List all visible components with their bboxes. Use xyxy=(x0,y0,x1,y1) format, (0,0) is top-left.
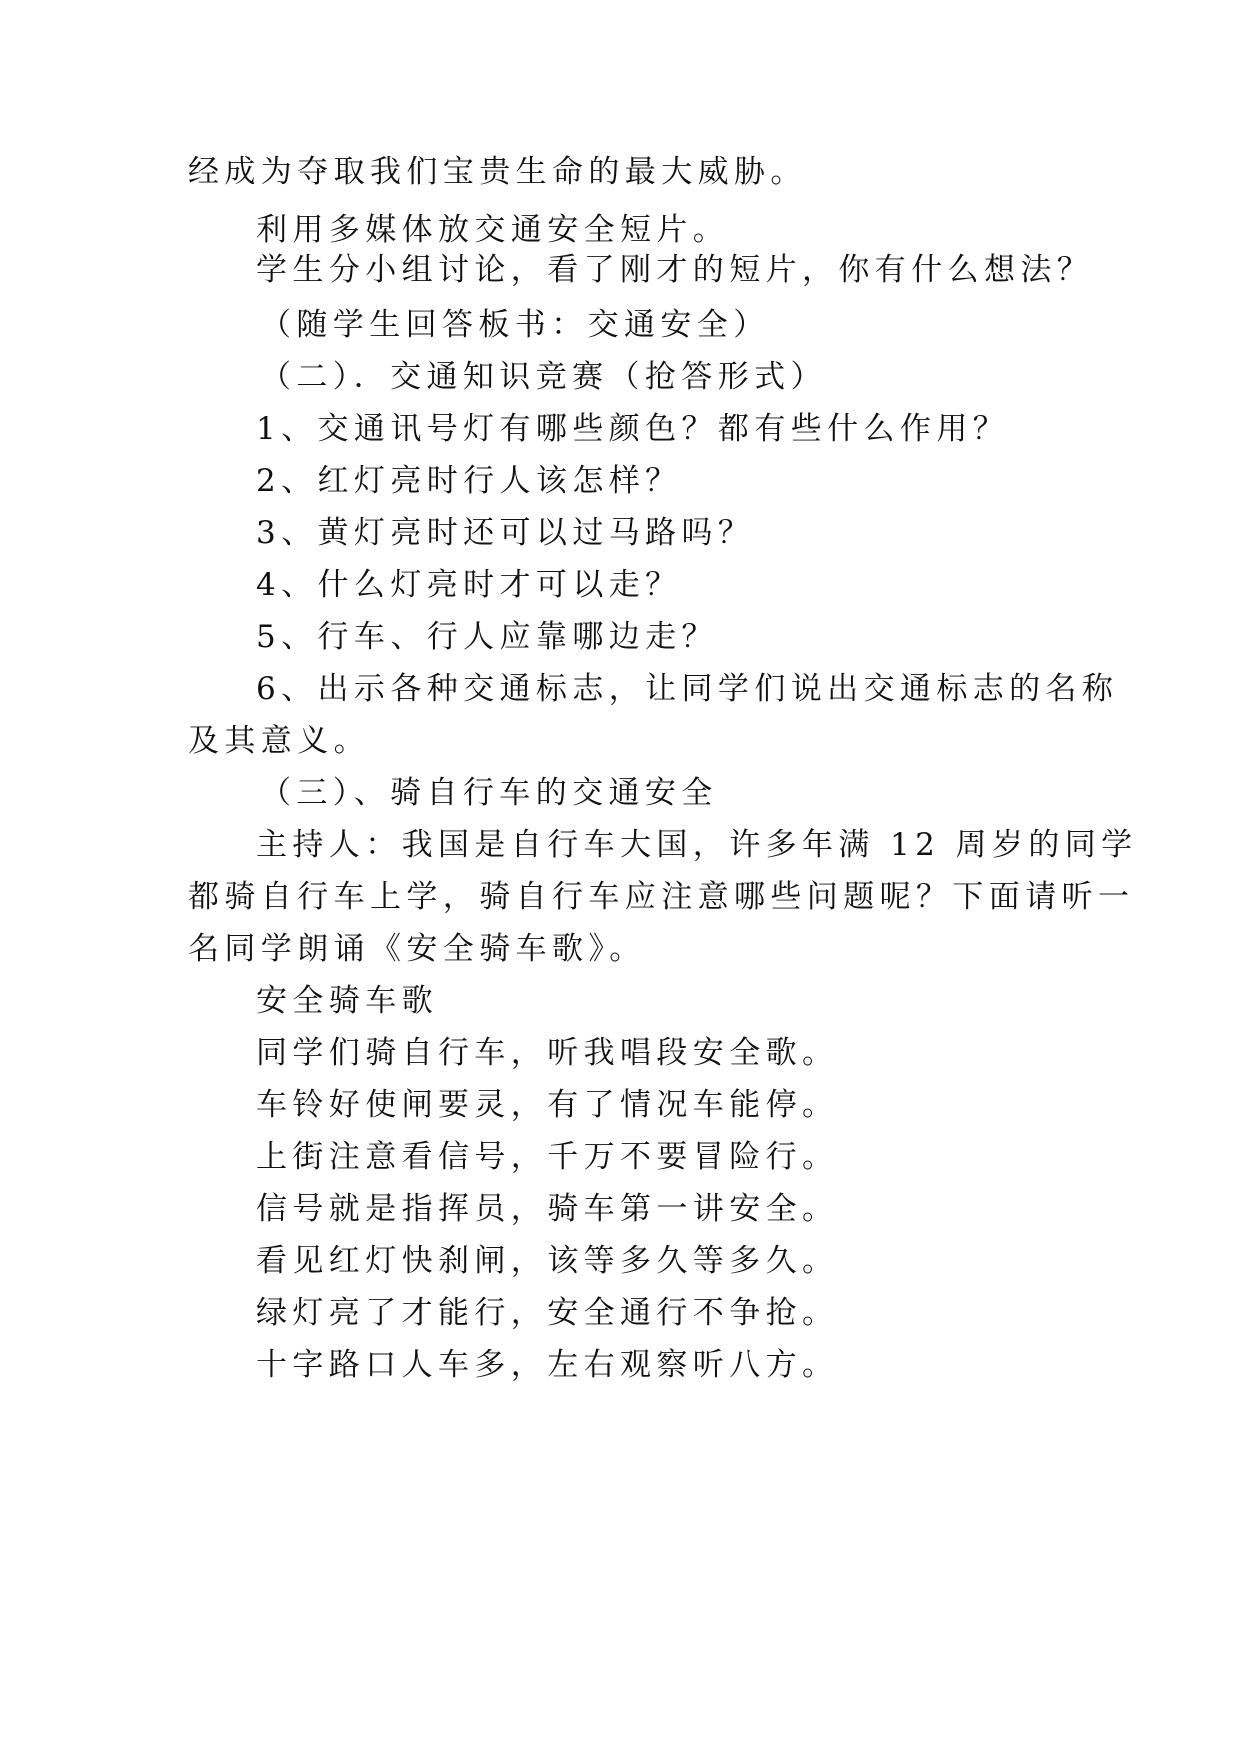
quiz-question: 4、什么灯亮时才可以走？ xyxy=(256,567,682,603)
quiz-question: 6、出示各种交通标志，让同学们说出交通标志的名称 xyxy=(256,671,1119,707)
quiz-question: 1、交通讯号灯有哪些颜色？都有些什么作用？ xyxy=(256,411,1010,447)
poem-title: 安全骑车歌 xyxy=(256,983,438,1019)
paragraph-line: 学生分小组讨论，看了刚才的短片，你有什么想法？ xyxy=(256,252,1094,288)
paragraph-line: 利用多媒体放交通安全短片。 xyxy=(256,212,730,248)
quiz-question: 2、红灯亮时行人该怎样？ xyxy=(256,463,682,499)
paragraph-line: 主持人：我国是自行车大国，许多年满 12 周岁的同学 xyxy=(256,827,1138,863)
quiz-question: 5、行车、行人应靠哪边走？ xyxy=(256,619,718,655)
poem-line: 车铃好使闸要灵，有了情况车能停。 xyxy=(256,1087,839,1123)
paragraph-line: 经成为夺取我们宝贵生命的最大威胁。 xyxy=(188,154,807,190)
poem-line: 同学们骑自行车，听我唱段安全歌。 xyxy=(256,1035,839,1071)
section-heading: （二）．交通知识竞赛（抢答形式） xyxy=(260,359,827,395)
poem-line: 信号就是指挥员，骑车第一讲安全。 xyxy=(256,1191,839,1227)
paragraph-line: 及其意义。 xyxy=(188,723,370,759)
poem-line: 看见红灯快刹闸，该等多久等多久。 xyxy=(256,1243,839,1279)
section-heading: （三）、骑自行车的交通安全 xyxy=(260,775,718,811)
quiz-question: 3、黄灯亮时还可以过马路吗？ xyxy=(256,515,755,551)
poem-line: 上街注意看信号，千万不要冒险行。 xyxy=(256,1139,839,1175)
poem-line: 绿灯亮了才能行，安全通行不争抢。 xyxy=(256,1295,839,1331)
paragraph-line: 都骑自行车上学，骑自行车应注意哪些问题呢？下面请听一 xyxy=(188,879,1135,915)
poem-line: 十字路口人车多，左右观察听八方。 xyxy=(256,1347,839,1383)
paragraph-line: 名同学朗诵《安全骑车歌》。 xyxy=(188,931,646,967)
paragraph-line: （随学生回答板书：交通安全） xyxy=(260,307,770,343)
